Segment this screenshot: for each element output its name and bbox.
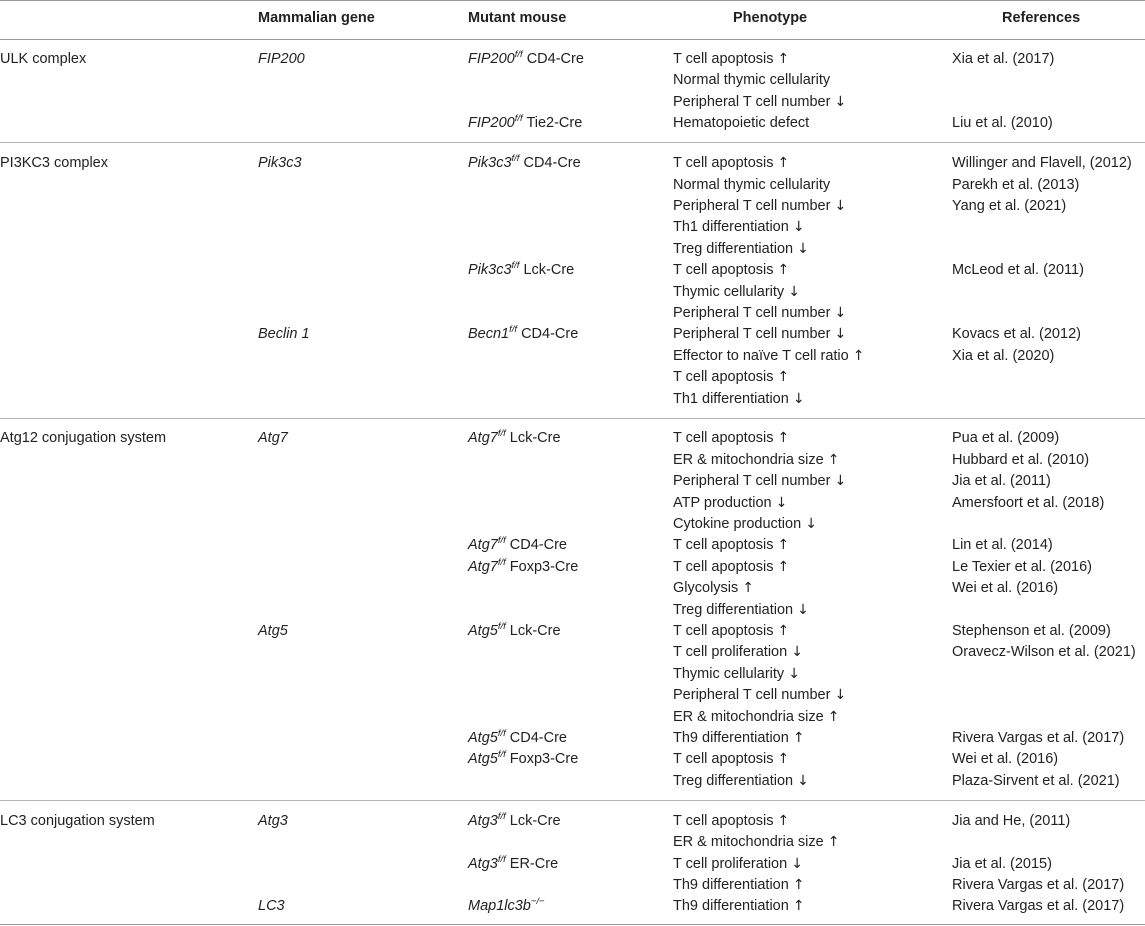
table-row bbox=[0, 621, 1145, 642]
mouse-gene: Atg5 bbox=[468, 751, 498, 768]
mouse-gene: Map1lc3b bbox=[468, 898, 531, 915]
allele-superscript: f/f bbox=[511, 260, 520, 272]
allele-superscript: f/f bbox=[497, 728, 506, 739]
phenotype bbox=[673, 875, 805, 896]
phenotype-text: Peripheral T cell number bbox=[673, 93, 831, 110]
phenotype bbox=[673, 282, 800, 303]
phenotype bbox=[673, 324, 846, 345]
mammalian-gene: Pik3c3 bbox=[258, 155, 302, 172]
mutant-mouse bbox=[468, 811, 561, 832]
reference: Jia and He, (2011) bbox=[952, 812, 1071, 829]
phenotype-text: T cell apoptosis bbox=[673, 558, 774, 575]
phenotype bbox=[673, 428, 789, 449]
allele-superscript: f/f bbox=[497, 853, 506, 865]
arrow-down-icon: ↓ bbox=[834, 473, 847, 490]
phenotype bbox=[673, 70, 830, 91]
phenotype-text: T cell apoptosis bbox=[673, 623, 774, 639]
arrow-up-icon: ↑ bbox=[777, 751, 790, 768]
reference: Jia et al. (2015) bbox=[952, 855, 1052, 872]
table-row bbox=[0, 70, 1145, 91]
phenotype bbox=[673, 811, 789, 832]
phenotype bbox=[673, 239, 809, 260]
phenotype-text: Peripheral T cell number bbox=[673, 687, 831, 704]
phenotype bbox=[673, 493, 787, 514]
phenotype-text: Normal thymic cellularity bbox=[673, 176, 831, 193]
cre-driver: ER-Cre bbox=[505, 855, 559, 872]
table-row bbox=[0, 771, 1145, 792]
mutant-mouse bbox=[468, 728, 567, 749]
group-divider bbox=[0, 142, 1145, 143]
table-row bbox=[0, 217, 1145, 238]
phenotype bbox=[673, 303, 846, 324]
mouse-gene: FIP200 bbox=[468, 115, 515, 132]
arrow-down-icon: ↓ bbox=[834, 93, 847, 110]
table-row bbox=[0, 707, 1145, 728]
arrow-down-icon: ↓ bbox=[797, 601, 809, 618]
arrow-up-icon: ↑ bbox=[742, 580, 755, 597]
allele-superscript: f/f bbox=[497, 621, 506, 632]
mammalian-gene: FIP200 bbox=[258, 51, 305, 67]
phenotype bbox=[673, 600, 809, 621]
phenotype-text: T cell proliferation bbox=[673, 855, 788, 872]
mutant-mouse bbox=[468, 854, 558, 875]
phenotype-text: T cell apoptosis bbox=[673, 262, 774, 279]
arrow-down-icon: ↓ bbox=[834, 326, 847, 343]
cre-driver: Foxp3-Cre bbox=[505, 558, 579, 575]
table-row bbox=[0, 389, 1145, 410]
arrow-up-icon: ↑ bbox=[777, 369, 790, 386]
table-row bbox=[0, 324, 1145, 345]
phenotype-text: T cell apoptosis bbox=[673, 369, 774, 386]
table-row bbox=[0, 685, 1145, 706]
reference: Jia et al. (2011) bbox=[952, 473, 1051, 490]
phenotype bbox=[673, 92, 846, 113]
cre-driver: CD4-Cre bbox=[517, 326, 579, 343]
table-row bbox=[0, 450, 1145, 471]
table-row bbox=[0, 153, 1145, 174]
table-row bbox=[0, 811, 1145, 832]
arrow-down-icon: ↓ bbox=[792, 219, 805, 236]
phenotype-text: Cytokine production bbox=[673, 516, 802, 532]
phenotype-text: T cell apoptosis bbox=[673, 751, 774, 768]
table-row bbox=[0, 367, 1145, 388]
table-row bbox=[0, 92, 1145, 113]
header-rule bbox=[0, 39, 1145, 40]
table-row bbox=[0, 600, 1145, 621]
cre-driver: Lck-Cre bbox=[519, 262, 575, 279]
arrow-down-icon: ↓ bbox=[834, 304, 847, 321]
arrow-down-icon: ↓ bbox=[834, 687, 847, 704]
phenotype-text: ER & mitochondria size bbox=[673, 708, 824, 725]
cre-driver: CD4-Cre bbox=[522, 51, 584, 67]
allele-superscript: f/f bbox=[497, 428, 506, 440]
phenotype-text: ER & mitochondria size bbox=[673, 834, 824, 851]
arrow-up-icon: ↑ bbox=[792, 876, 805, 893]
mouse-gene: Atg7 bbox=[468, 537, 498, 554]
complex-name: ULK complex bbox=[0, 51, 87, 67]
table-row bbox=[0, 428, 1145, 449]
table-row bbox=[0, 113, 1145, 134]
reference: Wei et al. (2016) bbox=[952, 751, 1059, 768]
phenotype bbox=[673, 450, 839, 471]
allele-superscript: −/− bbox=[530, 896, 545, 908]
reference: Xia et al. (2020) bbox=[952, 347, 1055, 364]
mammalian-gene: Atg7 bbox=[258, 430, 288, 447]
mutant-mouse bbox=[468, 113, 582, 134]
cre-driver: Tie2-Cre bbox=[522, 115, 583, 132]
cre-driver: Lck-Cre bbox=[505, 812, 561, 829]
phenotype bbox=[673, 535, 789, 556]
table-row bbox=[0, 557, 1145, 578]
phenotype bbox=[673, 557, 789, 578]
arrow-up-icon: ↑ bbox=[777, 537, 790, 554]
reference: Oravecz-Wilson et al. (2021) bbox=[952, 644, 1136, 661]
mammalian-gene: LC3 bbox=[258, 898, 285, 915]
phenotype-text: Peripheral T cell number bbox=[673, 304, 831, 321]
phenotype-text: T cell apoptosis bbox=[673, 430, 774, 447]
mutant-mouse bbox=[468, 896, 545, 917]
arrow-up-icon: ↑ bbox=[827, 451, 840, 468]
table-row bbox=[0, 471, 1145, 492]
mutant-mouse bbox=[468, 324, 578, 345]
mouse-gene: Becn1 bbox=[468, 326, 510, 343]
reference: Amersfoort et al. (2018) bbox=[952, 494, 1105, 511]
table-row bbox=[0, 493, 1145, 514]
phenotype bbox=[673, 196, 846, 217]
mammalian-gene: Beclin 1 bbox=[258, 326, 310, 343]
arrow-up-icon: ↑ bbox=[827, 834, 840, 851]
phenotype bbox=[673, 728, 805, 749]
table-row bbox=[0, 282, 1145, 303]
reference: Wei et al. (2016) bbox=[952, 580, 1059, 597]
arrow-down-icon: ↓ bbox=[797, 772, 809, 789]
table-row bbox=[0, 303, 1145, 324]
table-row bbox=[0, 578, 1145, 599]
mouse-gene: Atg3 bbox=[468, 812, 498, 829]
arrow-up-icon: ↑ bbox=[777, 558, 790, 575]
phenotype-text: Th1 differentiation bbox=[673, 219, 789, 236]
arrow-down-icon: ↓ bbox=[791, 855, 803, 872]
reference: Plaza-Sirvent et al. (2021) bbox=[952, 772, 1120, 789]
header-mammalian-gene: Mammalian gene bbox=[258, 10, 375, 26]
arrow-up-icon: ↑ bbox=[792, 898, 805, 915]
phenotype bbox=[673, 578, 754, 599]
phenotype bbox=[673, 113, 809, 134]
phenotype bbox=[673, 389, 805, 410]
mutant-mouse bbox=[468, 749, 578, 770]
phenotype-text: Th1 differentiation bbox=[673, 390, 789, 407]
mutant-mouse bbox=[468, 557, 578, 578]
table-row bbox=[0, 664, 1145, 685]
arrow-up-icon: ↑ bbox=[777, 430, 790, 447]
mutant-mouse bbox=[468, 621, 561, 642]
arrow-down-icon: ↓ bbox=[791, 644, 803, 661]
phenotype bbox=[673, 832, 839, 853]
arrow-up-icon: ↑ bbox=[827, 708, 840, 725]
allele-superscript: f/f bbox=[511, 153, 520, 165]
mouse-gene: Pik3c3 bbox=[468, 155, 512, 172]
mutant-mouse bbox=[468, 153, 581, 174]
phenotype-text: T cell apoptosis bbox=[673, 155, 774, 172]
reference: Hubbard et al. (2010) bbox=[952, 451, 1090, 468]
mouse-gene: Atg7 bbox=[468, 558, 498, 575]
allele-superscript: f/f bbox=[497, 749, 506, 761]
table-row bbox=[0, 896, 1145, 917]
phenotype-text: Effector to naïve T cell ratio bbox=[673, 347, 849, 364]
phenotype-text: Treg differentiation bbox=[673, 601, 794, 618]
table-row bbox=[0, 832, 1145, 853]
phenotype-text: Treg differentiation bbox=[673, 772, 794, 789]
phenotype bbox=[673, 771, 809, 792]
arrow-down-icon: ↓ bbox=[788, 283, 800, 300]
phenotype-text: Treg differentiation bbox=[673, 240, 794, 257]
cre-driver: Lck-Cre bbox=[505, 623, 561, 639]
mouse-gene: Atg5 bbox=[468, 730, 498, 746]
reference: Pua et al. (2009) bbox=[952, 430, 1060, 447]
bottom-rule bbox=[0, 924, 1145, 925]
phenotype bbox=[673, 896, 805, 917]
cre-driver: Foxp3-Cre bbox=[505, 751, 579, 768]
phenotype bbox=[673, 685, 846, 706]
allele-superscript: f/f bbox=[497, 535, 506, 547]
arrow-up-icon: ↑ bbox=[777, 262, 790, 279]
cre-driver: Lck-Cre bbox=[505, 430, 561, 447]
phenotype bbox=[673, 175, 830, 196]
phenotype bbox=[673, 471, 846, 492]
phenotype-text: Thymic cellularity bbox=[673, 283, 785, 300]
cre-driver: CD4-Cre bbox=[505, 537, 567, 554]
header-mutant-mouse: Mutant mouse bbox=[468, 10, 567, 26]
mutant-mouse bbox=[468, 260, 574, 281]
table-row bbox=[0, 239, 1145, 260]
arrow-up-icon: ↑ bbox=[792, 730, 805, 746]
arrow-up-icon: ↑ bbox=[852, 347, 865, 364]
arrow-up-icon: ↑ bbox=[777, 155, 790, 172]
reference: Le Texier et al. (2016) bbox=[952, 558, 1092, 575]
group-divider bbox=[0, 800, 1145, 801]
mouse-gene: Pik3c3 bbox=[468, 262, 512, 279]
allele-superscript: f/f bbox=[497, 556, 506, 568]
arrow-up-icon: ↑ bbox=[777, 623, 790, 639]
arrow-down-icon: ↓ bbox=[805, 516, 817, 532]
mutant-mouse bbox=[468, 428, 561, 449]
phenotype-text: Thymic cellularity bbox=[673, 665, 785, 682]
header-phenotype: Phenotype bbox=[733, 10, 808, 26]
top-rule bbox=[0, 0, 1145, 1]
cre-driver: CD4-Cre bbox=[505, 730, 567, 746]
mouse-gene: FIP200 bbox=[468, 51, 515, 67]
phenotype bbox=[673, 260, 789, 281]
table-row bbox=[0, 196, 1145, 217]
phenotype-text: Normal thymic cellularity bbox=[673, 72, 831, 89]
arrow-up-icon: ↑ bbox=[777, 51, 790, 67]
header-references: References bbox=[1002, 10, 1081, 26]
reference: Stephenson et al. (2009) bbox=[952, 623, 1111, 639]
complex-name: PI3KC3 complex bbox=[0, 155, 108, 172]
mouse-gene: Atg5 bbox=[468, 623, 498, 639]
table-row bbox=[0, 875, 1145, 896]
phenotype bbox=[673, 217, 805, 238]
allele-superscript: f/f bbox=[514, 113, 523, 125]
allele-superscript: f/f bbox=[497, 810, 506, 822]
phenotype-text: T cell apoptosis bbox=[673, 51, 774, 67]
phenotype bbox=[673, 153, 789, 174]
phenotype-text: ER & mitochondria size bbox=[673, 451, 824, 468]
reference: Xia et al. (2017) bbox=[952, 51, 1055, 67]
phenotype bbox=[673, 367, 789, 388]
phenotype bbox=[673, 346, 864, 367]
phenotype-text: Th9 differentiation bbox=[673, 898, 789, 915]
complex-name: LC3 conjugation system bbox=[0, 812, 155, 829]
phenotype bbox=[673, 664, 800, 685]
mouse-gene: Atg7 bbox=[468, 430, 498, 447]
mammalian-gene: Atg3 bbox=[258, 812, 288, 829]
table-row bbox=[0, 49, 1145, 70]
phenotype-text: Peripheral T cell number bbox=[673, 473, 831, 490]
arrow-down-icon: ↓ bbox=[792, 390, 805, 407]
phenotype-text: Th9 differentiation bbox=[673, 876, 789, 893]
table-row bbox=[0, 728, 1145, 749]
reference: Liu et al. (2010) bbox=[952, 115, 1053, 132]
reference: Rivera Vargas et al. (2017) bbox=[952, 730, 1125, 746]
reference: Rivera Vargas et al. (2017) bbox=[952, 898, 1125, 915]
phenotype bbox=[673, 854, 803, 875]
group-divider bbox=[0, 418, 1145, 419]
reference: Yang et al. (2021) bbox=[952, 197, 1067, 214]
table-row bbox=[0, 749, 1145, 770]
arrow-down-icon: ↓ bbox=[788, 665, 800, 682]
phenotype bbox=[673, 749, 789, 770]
phenotype-text: Peripheral T cell number bbox=[673, 197, 831, 214]
mammalian-gene: Atg5 bbox=[258, 623, 288, 639]
arrow-down-icon: ↓ bbox=[775, 494, 788, 511]
phenotype-text: T cell apoptosis bbox=[673, 537, 774, 554]
mouse-gene: Atg3 bbox=[468, 855, 498, 872]
table-row bbox=[0, 260, 1145, 281]
phenotype bbox=[673, 49, 789, 70]
reference: Rivera Vargas et al. (2017) bbox=[952, 876, 1125, 893]
phenotype-text: T cell proliferation bbox=[673, 644, 788, 661]
table-row bbox=[0, 642, 1145, 663]
phenotype-text: ATP production bbox=[673, 494, 772, 511]
phenotype bbox=[673, 514, 817, 535]
reference: McLeod et al. (2011) bbox=[952, 262, 1084, 279]
phenotype-text: T cell apoptosis bbox=[673, 812, 774, 829]
cre-driver: CD4-Cre bbox=[519, 155, 581, 172]
table-row bbox=[0, 346, 1145, 367]
reference: Kovacs et al. (2012) bbox=[952, 326, 1081, 343]
allele-superscript: f/f bbox=[514, 49, 523, 60]
phenotype-text: Hematopoietic defect bbox=[673, 115, 810, 132]
complex-name: Atg12 conjugation system bbox=[0, 430, 167, 447]
phenotype bbox=[673, 642, 803, 663]
mutant-mouse bbox=[468, 49, 584, 70]
arrow-down-icon: ↓ bbox=[797, 240, 809, 257]
mutant-mouse bbox=[468, 535, 567, 556]
phenotype-text: Th9 differentiation bbox=[673, 730, 789, 746]
reference: Willinger and Flavell, (2012) bbox=[952, 155, 1132, 172]
phenotype bbox=[673, 621, 789, 642]
table-row bbox=[0, 514, 1145, 535]
phenotype bbox=[673, 707, 839, 728]
allele-superscript: f/f bbox=[509, 324, 518, 336]
arrow-down-icon: ↓ bbox=[834, 197, 847, 214]
arrow-up-icon: ↑ bbox=[777, 812, 790, 829]
table-row bbox=[0, 175, 1145, 196]
table-row bbox=[0, 854, 1145, 875]
reference: Lin et al. (2014) bbox=[952, 537, 1053, 554]
phenotype-text: Peripheral T cell number bbox=[673, 326, 831, 343]
reference: Parekh et al. (2013) bbox=[952, 176, 1080, 193]
table-row bbox=[0, 535, 1145, 556]
phenotype-text: Glycolysis bbox=[673, 580, 739, 597]
